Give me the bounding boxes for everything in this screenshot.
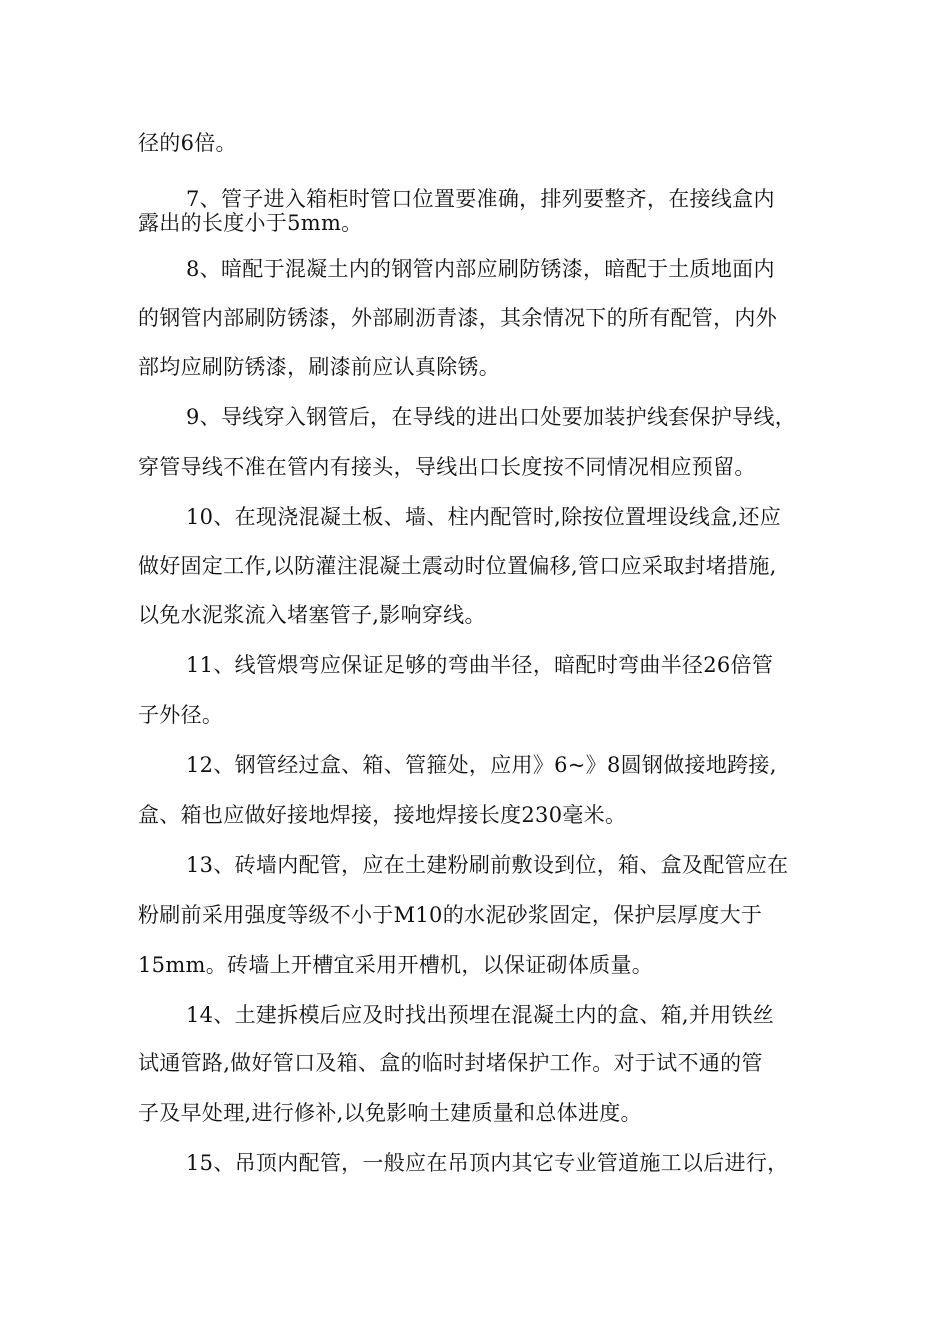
text-line: 9、导线穿入钢管后，在导线的进出口处要加装护线套保护导线， <box>186 405 797 429</box>
text-line: 露出的长度小于5mm。 <box>138 211 363 235</box>
text-line: 8、暗配于混凝土内的钢管内部应刷防锈漆，暗配于土质地面内 <box>186 257 775 281</box>
text-line: 做好固定工作,以防灌注混凝土震动时位置偏移,管口应采取封堵措施, <box>138 554 777 578</box>
text-line: 试通管路,做好管口及箱、盒的临时封堵保护工作。对于试不通的管 <box>138 1051 763 1075</box>
text-line: 以免水泥浆流入堵塞管子,影响穿线。 <box>138 603 486 627</box>
text-line: 穿管导线不准在管内有接头，导线出口长度按不同情况相应预留。 <box>138 455 756 479</box>
text-line: 13、砖墙内配管，应在土建粉刷前敷设到位，箱、盒及配管应在 <box>186 853 789 877</box>
text-line: 11、线管煨弯应保证足够的弯曲半径，暗配时弯曲半径26倍管 <box>186 653 774 677</box>
text-line: 盒、箱也应做好接地焊接，接地焊接长度230毫米。 <box>138 803 627 827</box>
text-line: 10、在现浇混凝土板、墙、柱内配管时,除按位置埋设线盒,还应 <box>186 505 782 529</box>
text-line: 15、吊顶内配管，一般应在吊顶内其它专业管道施工以后进行， <box>186 1151 789 1175</box>
text-line: 粉刷前采用强度等级不小于M10的水泥砂浆固定，保护层厚度大于 <box>138 903 763 927</box>
text-line: 的钢管内部刷防锈漆，外部刷沥青漆，其余情况下的所有配管，内外 <box>138 306 777 330</box>
text-line: 15mm。砖墙上开槽宜采用开槽机，以保证砌体质量。 <box>138 953 654 977</box>
text-line: 子外径。 <box>138 703 224 727</box>
text-line: 12、钢管经过盒、箱、管箍处，应用》6~》8圆钢做接地跨接, <box>186 753 777 777</box>
text-line: 7、管子进入箱柜时管口位置要准确，排列要整齐，在接线盒内 <box>186 187 775 211</box>
text-line: 14、土建拆模后应及时找出预埋在混凝土内的盒、箱,并用铁丝 <box>186 1003 775 1027</box>
text-line: 部均应刷防锈漆，刷漆前应认真除锈。 <box>138 355 501 379</box>
text-line: 径的6倍。 <box>138 131 237 155</box>
text-line: 子及早处理,进行修补,以免影响土建质量和总体进度。 <box>138 1101 642 1125</box>
